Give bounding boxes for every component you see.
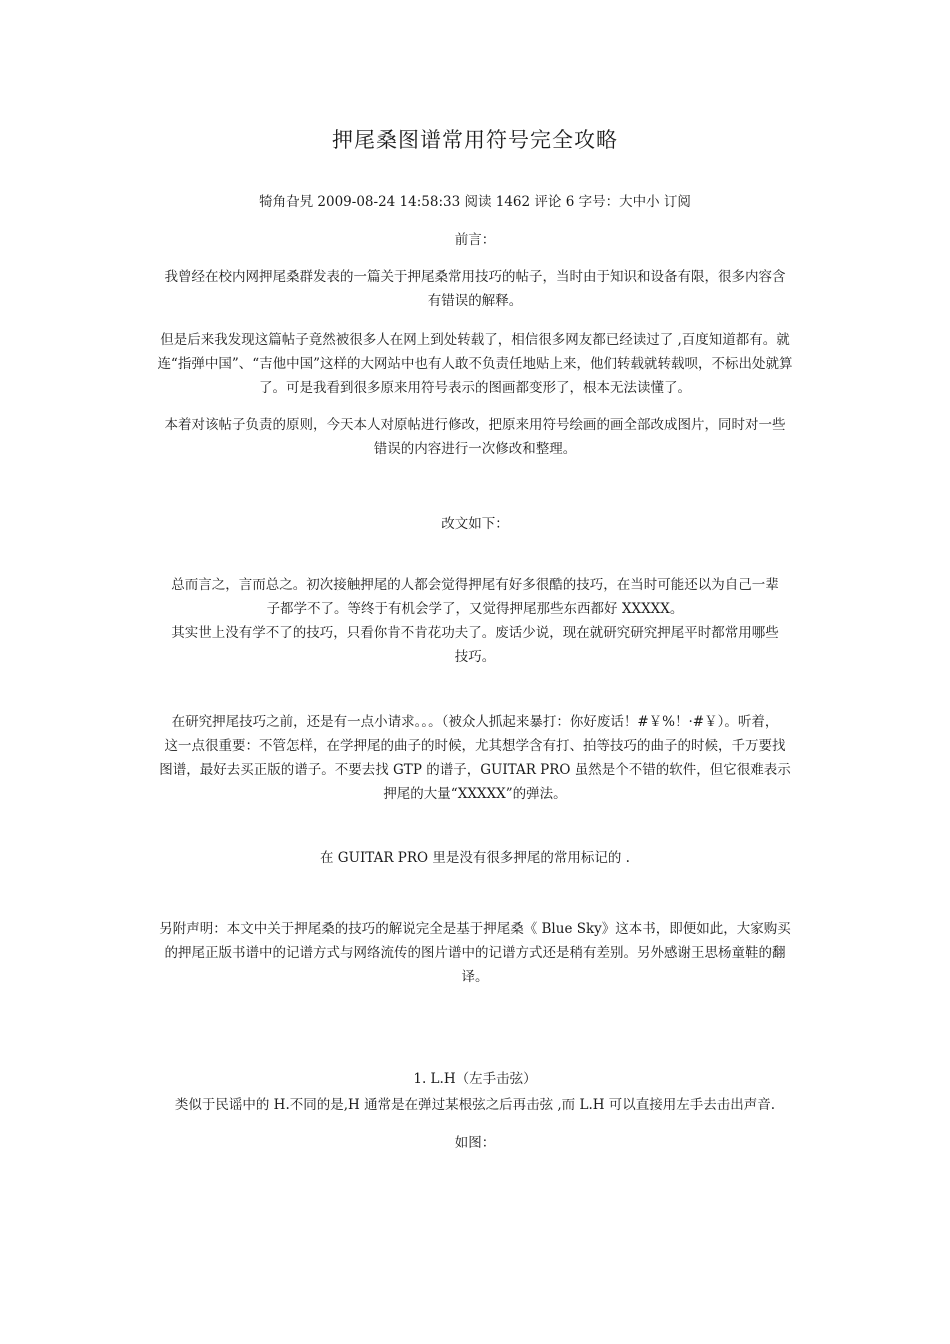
paragraph-line: 在研究押尾技巧之前，还是有一点小请求。。。（被众人抓起来暴打：你好废话！#￥%！·#￥）。听着，	[171, 714, 779, 730]
article-meta: 犄角旮旯 2009-08-24 14:58:33 阅读 1462 评论 6 字号：大中小 订阅	[259, 194, 691, 210]
revised-heading: 改文如下：	[441, 516, 509, 532]
paragraph-line: 的押尾正版书谱中的记谱方式与网络流传的图片谱中的记谱方式还是稍有差别。另外感谢王思杨童鞋的翻	[164, 945, 786, 961]
section-heading: 1. L.H（左手击弦）	[413, 1071, 537, 1087]
paragraph-line: 总而言之，言而总之。初次接触押尾的人都会觉得押尾有好多很酷的技巧，在当时可能还以为自己一辈	[171, 577, 779, 593]
paragraph-line: 这一点很重要：不管怎样，在学押尾的曲子的时候，尤其想学含有打、拍等技巧的曲子的时候，千万要找	[164, 738, 786, 754]
paragraph-line: 技巧。	[454, 649, 496, 665]
paragraph-line: 子都学不了。等终于有机会学了，又觉得押尾那些东西都好 XXXXX。	[266, 601, 684, 617]
paragraph-line: 类似于民谣中的 H.不同的是,H 通常是在弹过某根弦之后再击弦 ,而 L.H 可以直接用左手去击出声音.	[174, 1097, 776, 1113]
paragraph-line: 但是后来我发现这篇帖子竟然被很多人在网上到处转载了，相信很多网友都已经读过了 ,百度知道都有。就	[160, 332, 790, 348]
paragraph-line: 另附声明：本文中关于押尾桑的技巧的解说完全是基于押尾桑《 Blue Sky》这本书，即便如此，大家购买	[159, 921, 791, 937]
paragraph-line: 其实世上没有学不了的技巧，只看你肯不肯花功夫了。废话少说，现在就研究研究押尾平时都常用哪些	[171, 625, 779, 641]
paragraph-line: 有错误的解释。	[427, 293, 523, 309]
paragraph-line: 连“指弹中国”、“吉他中国”这样的大网站中也有人敢不负责任地贴上来，他们转载就转载呗，不标出处就算	[157, 356, 793, 372]
paragraph-line: 在 GUITAR PRO 里是没有很多押尾的常用标记的 .	[320, 850, 630, 866]
paragraph-line: 译。	[461, 969, 489, 985]
paragraph-line: 错误的内容进行一次修改和整理。	[373, 441, 577, 457]
paragraph-line: 我曾经在校内网押尾桑群发表的一篇关于押尾桑常用技巧的帖子，当时由于知识和设备有限，很多内容含	[164, 269, 786, 285]
page-title: 押尾桑图谱常用符号完全攻略	[332, 128, 618, 152]
paragraph-line: 了。可是我看到很多原来用符号表示的图画都变形了，根本无法读懂了。	[259, 380, 691, 396]
preface-heading: 前言：	[454, 232, 496, 248]
figure-label: 如图：	[454, 1135, 496, 1151]
paragraph-line: 押尾的大量“XXXXX”的弹法。	[383, 786, 567, 802]
paragraph-line: 本着对该帖子负责的原则，今天本人对原帖进行修改，把原来用符号绘画的画全部改成图片，同时对一些	[164, 417, 786, 433]
paragraph-line: 图谱，最好去买正版的谱子。不要去找 GTP 的谱子，GUITAR PRO 虽然是个不错的软件，但它很难表示	[159, 762, 791, 778]
